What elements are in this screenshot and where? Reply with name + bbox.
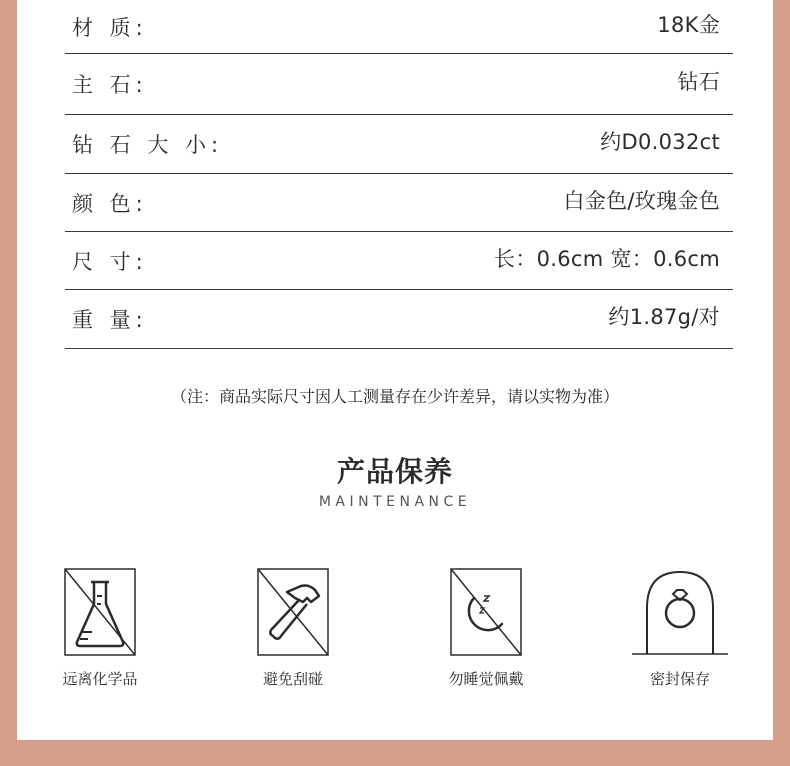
spec-row-weight [65, 290, 733, 349]
care-item-sleep [421, 568, 551, 689]
care-item-chemicals [35, 568, 165, 689]
spec-row-color [65, 174, 733, 232]
spec-label: 材 质: [72, 15, 148, 40]
maintenance-subtitle: MAINTENANCE [318, 494, 472, 510]
spec-value: 钻石 [677, 70, 720, 94]
care-item-sealed-storage [615, 568, 745, 689]
spec-label: 尺 寸: [72, 249, 148, 274]
spec-value: 约1.87g/对 [608, 305, 720, 329]
spec-row-size [65, 232, 733, 290]
sleep-prohibited-icon [450, 568, 522, 658]
care-label: 密封保存 [649, 670, 710, 688]
spec-row-diamond-size [65, 115, 733, 174]
spec-label: 颜 色: [72, 191, 148, 216]
spec-label: 主 石: [72, 73, 148, 97]
spec-value: 白金色/玫瑰金色 [563, 188, 720, 213]
care-label: 远离化学品 [62, 670, 138, 688]
spec-value: 约D0.032ct [600, 130, 720, 154]
spec-label: 重 量: [72, 308, 148, 332]
maintenance-title: 产品保养 [336, 455, 453, 488]
care-label: 避免刮碰 [262, 670, 323, 688]
spec-value: 18K金 [657, 12, 720, 37]
measurement-note: （注：商品实际尺寸因人工测量存在少许差异，请以实物为准） [170, 387, 619, 406]
spec-table [65, 0, 733, 349]
spec-row-material [65, 0, 733, 54]
hammer-prohibited-icon [257, 568, 329, 658]
product-detail-card [17, 0, 773, 740]
chemical-flask-prohibited-icon [64, 568, 136, 658]
spec-row-main-stone [65, 54, 733, 115]
spec-value: 长：0.6cm 宽：0.6cm [494, 246, 720, 271]
ring-box-icon [630, 568, 730, 658]
care-label: 勿睡觉佩戴 [448, 670, 524, 688]
spec-label: 钻 石 大 小: [72, 133, 224, 157]
care-item-scratch [228, 568, 358, 689]
